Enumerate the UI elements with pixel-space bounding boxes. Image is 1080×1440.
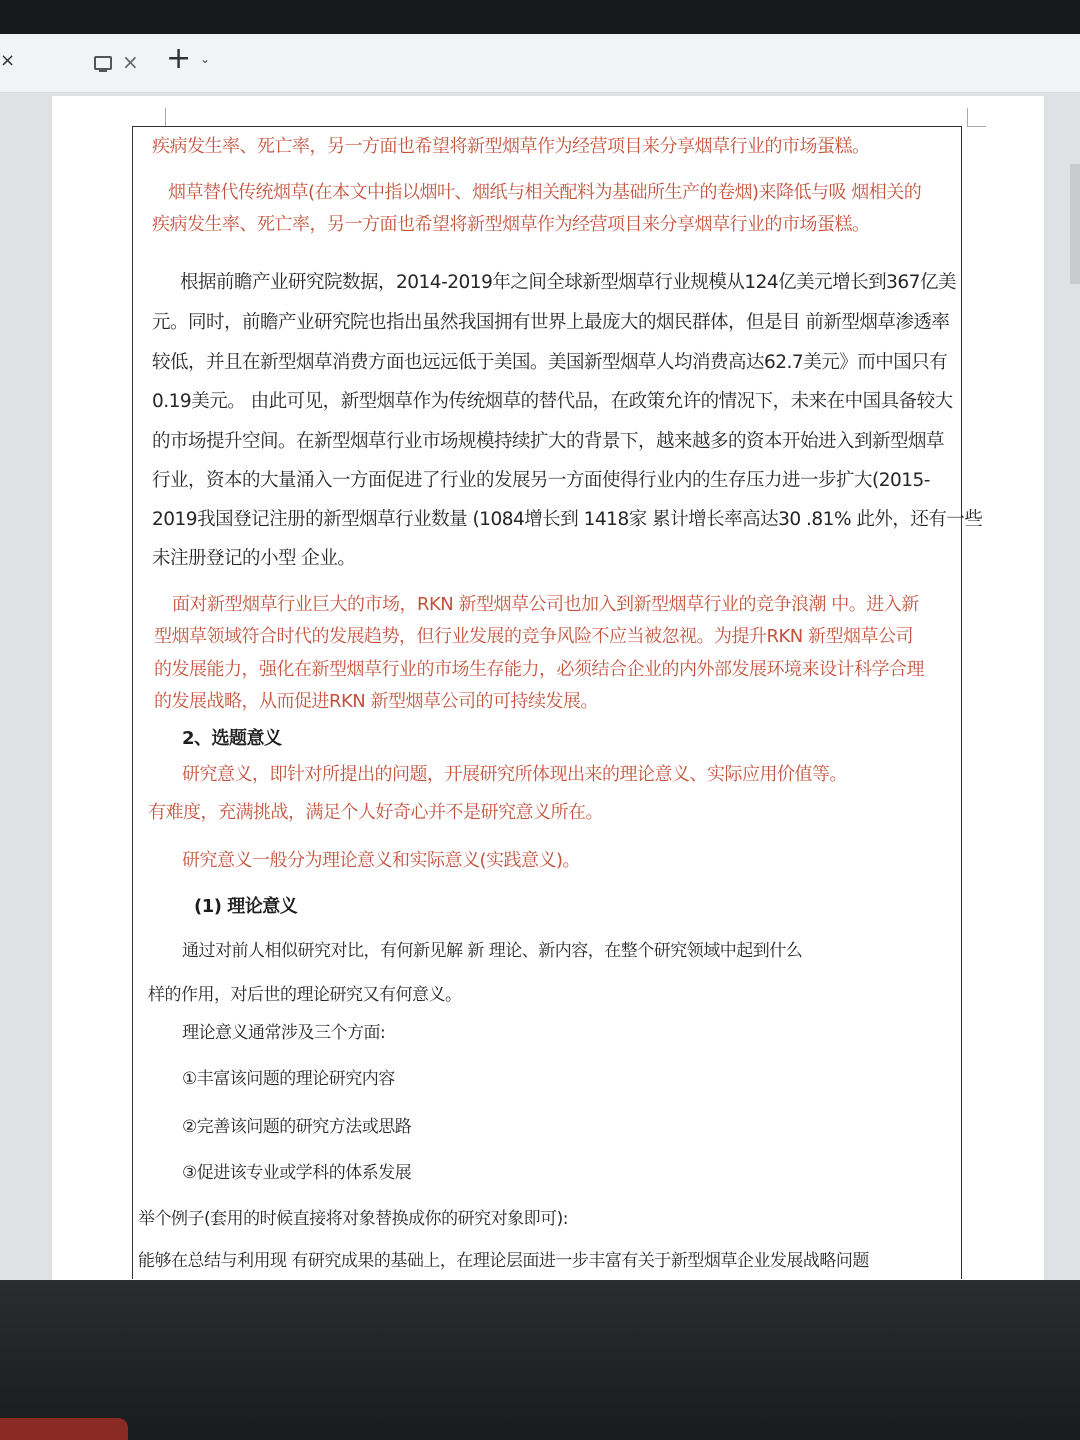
body-line: 未注册登记的小型 企业。	[152, 548, 356, 569]
aspect-item: ③促进该专业或学科的体系发展	[182, 1163, 412, 1183]
red-para-line: 的发展战略，从而促进RKN 新型烟草公司的可持续发展。	[154, 691, 598, 712]
monitor-bezel-bottom	[0, 1280, 1080, 1440]
example-line: 举个例子(套用的时候直接将对象替换成你的研究对象即可):	[138, 1209, 568, 1229]
browser-tab-bar	[0, 34, 1080, 93]
monitor-icon	[94, 56, 112, 70]
sub-heading: (1) 理论意义	[194, 896, 298, 917]
body-line: 行业，资本的大量涌入一方面促进了行业的发展另一方面使得行业内的生存压力进一步扩大(2015-	[152, 470, 930, 491]
aspect-item: ①丰富该问题的理论研究内容	[182, 1069, 395, 1089]
screen	[0, 34, 1080, 1280]
body-line: 根据前瞻产业研究院数据，2014-2019年之间全球新型烟草行业规模从124亿美元增长到367亿美	[180, 272, 956, 293]
red-para-line: 型烟草领域符合时代的发展趋势，但行业发展的竞争风险不应当被忽视。为提升RKN 新型烟草公司	[154, 626, 913, 647]
page-corner-mark-left	[147, 108, 166, 127]
red-para-line: 的发展能力，强化在新型烟草行业的市场生存能力，必须结合企业的内外部发展环境来设计科学合理	[154, 659, 924, 680]
body-line: 2019我国登记注册的新型烟草行业数量 (1084增长到 1418家 累计增长率高达30 .81% 此外，还有一些	[152, 509, 983, 530]
body-line: 的市场提升空间。在新型烟草行业市场规模持续扩大的背景下，越来越多的资本开始进入到新型烟草	[152, 431, 945, 452]
document-page[interactable]	[52, 96, 1044, 1280]
document-workspace	[0, 94, 1080, 1280]
theory-line: 通过对前人相似研究对比，有何新见解 新 理论、新内容，在整个研究领域中起到什么	[182, 941, 803, 961]
monitor-bezel-top	[0, 0, 1080, 36]
red-meaning-line: 研究意义一般分为理论意义和实际意义(实践意义)。	[182, 850, 581, 871]
close-tab-icon[interactable]: ×	[122, 50, 139, 74]
new-tab-button[interactable]: +	[166, 41, 192, 76]
body-line: 元。同时，前瞻产业研究院也指出虽然我国拥有世界上最庞大的烟民群体，但是目 前新型烟草渗透率	[152, 312, 950, 333]
aspect-item: ②完善该问题的研究方法或思路	[182, 1117, 412, 1137]
red-para-line: 面对新型烟草行业巨大的市场，RKN 新型烟草公司也加入到新型烟草行业的竞争浪潮 中。进入新	[172, 594, 919, 615]
red-meaning-line: 研究意义，即针对所提出的问题，开展研究所体现出来的理论意义、实际应用价值等。	[182, 764, 847, 785]
example-line: 能够在总结与利用现 有研究成果的基础上，在理论层面进一步丰富有关于新型烟草企业发展战略问题	[138, 1251, 869, 1271]
red-line-3: 疾病发生率、死亡率，另一方面也希望将新型烟草作为经营项目来分享烟草行业的市场蛋糕。	[152, 214, 870, 235]
red-line-2: 烟草替代传统烟草(在本文中指以烟叶、烟纸与相关配料为基础所生产的卷烟)来降低与吸 烟相关的	[168, 182, 922, 203]
vertical-scrollbar[interactable]	[1070, 164, 1080, 284]
section-heading: 2、选题意义	[182, 728, 282, 749]
desk-object	[0, 1418, 128, 1440]
red-meaning-line: 有难度，充满挑战，满足个人好奇心并不是研究意义所在。	[148, 802, 603, 823]
close-icon[interactable]: ×	[0, 50, 16, 71]
body-line: 较低，并且在新型烟草消费方面也远远低于美国。美国新型烟草人均消费高达62.7美元》而中国只有	[152, 352, 948, 373]
theory-line: 样的作用，对后世的理论研究又有何意义。	[148, 985, 462, 1005]
theory-line: 理论意义通常涉及三个方面:	[182, 1023, 386, 1043]
chevron-down-icon[interactable]: ⌄	[200, 52, 211, 66]
page-corner-mark-right	[967, 108, 986, 127]
body-line: 0.19美元。 由此可见，新型烟草作为传统烟草的替代品，在政策允许的情况下，未来在中国具备较大	[152, 391, 953, 412]
active-tab[interactable]	[84, 48, 152, 78]
red-line-1: 疾病发生率、死亡率，另一方面也希望将新型烟草作为经营项目来分享烟草行业的市场蛋糕。	[152, 136, 870, 157]
